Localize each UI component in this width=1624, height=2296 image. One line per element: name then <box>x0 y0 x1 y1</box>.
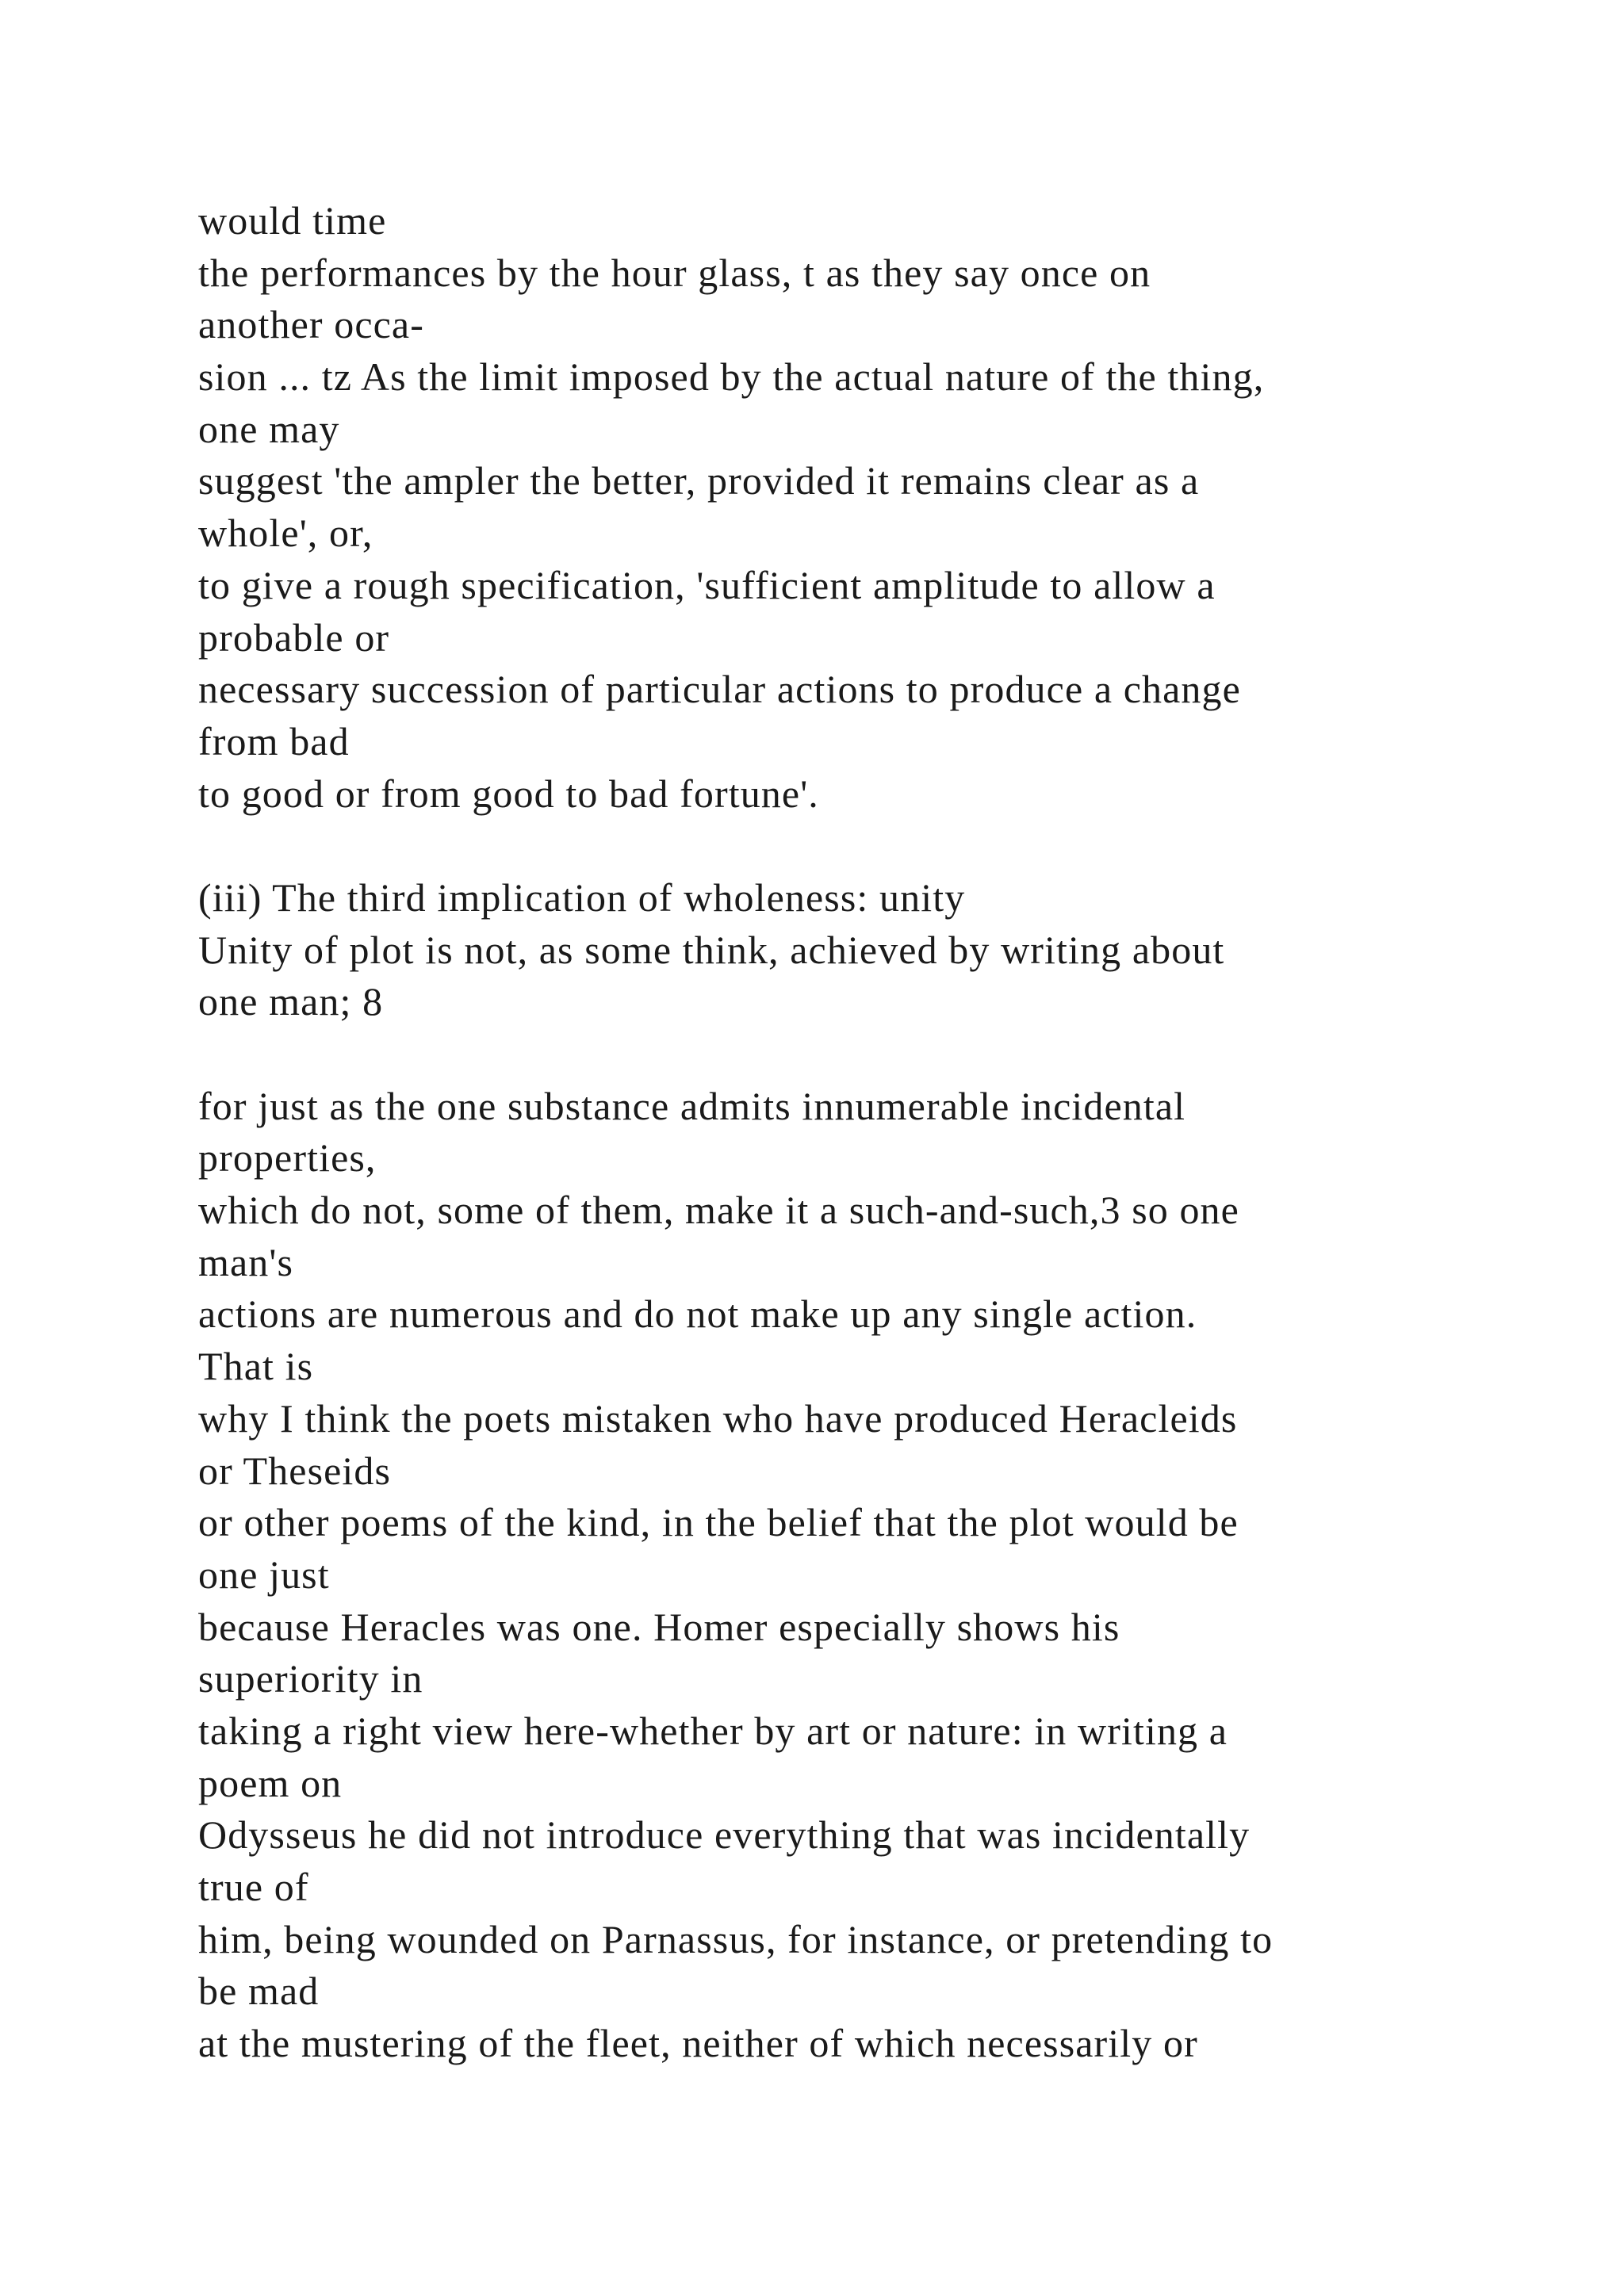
section-heading: (iii) The third implication of wholeness: unity <box>198 874 966 920</box>
text-line: for just as the one substance admits innumerable incidental <box>198 1083 1186 1128</box>
text-line: to good or from good to bad fortune'. <box>198 771 819 816</box>
text-line: another occa- <box>198 302 424 347</box>
text-line: why I think the poets mistaken who have produced Heracleids <box>198 1395 1238 1441</box>
text-line: properties, <box>198 1135 377 1181</box>
text-line: or Theseids <box>198 1448 392 1493</box>
text-line: which do not, some of them, make it a such-and-such,3 so one <box>198 1188 1239 1233</box>
text-line: because Heracles was one. Homer especially shows his <box>198 1604 1120 1649</box>
text-line: the performances by the hour glass, t as they say once on <box>198 250 1151 295</box>
text-line: would time <box>198 198 387 243</box>
text-line: him, being wounded on Parnassus, for instance, or pretending to <box>198 1916 1274 1961</box>
text-line: sion ... tz As the limit imposed by the actual nature of the thing, <box>198 354 1265 400</box>
text-line: from bad <box>198 718 350 763</box>
text-line: Odysseus he did not introduce everything that was incidentally <box>198 1812 1251 1858</box>
blank-line <box>198 1028 1530 1081</box>
text-line: superiority in <box>198 1656 423 1701</box>
text-line: or other poems of the kind, in the belief that the plot would be <box>198 1500 1239 1545</box>
text-line: That is <box>198 1344 314 1389</box>
text-line: Unity of plot is not, as some think, achieved by writing about <box>198 927 1225 972</box>
text-line: man's <box>198 1239 294 1284</box>
text-line: at the mustering of the fleet, neither of which necessarily or <box>198 2021 1198 2066</box>
text-line: probable or <box>198 614 390 660</box>
text-line: one man; 8 <box>198 979 384 1024</box>
body-text <box>198 195 1530 2070</box>
text-line: to give a rough specification, 'sufficient amplitude to allow a <box>198 562 1216 607</box>
text-line: one may <box>198 406 340 451</box>
text-line: one just <box>198 1552 330 1597</box>
text-line: be mad <box>198 1969 320 2014</box>
text-line: suggest 'the ampler the better, provided it remains clear as a <box>198 458 1200 503</box>
text-line: true of <box>198 1865 309 1909</box>
text-line: taking a right view here-whether by art or nature: in writing a <box>198 1708 1228 1753</box>
text-line: poem on <box>198 1760 343 1805</box>
text-line: necessary succession of particular actions to produce a change <box>198 667 1241 712</box>
blank-line <box>198 820 1530 872</box>
text-line: actions are numerous and do not make up any single action. <box>198 1292 1197 1337</box>
text-line: whole', or, <box>198 511 373 556</box>
